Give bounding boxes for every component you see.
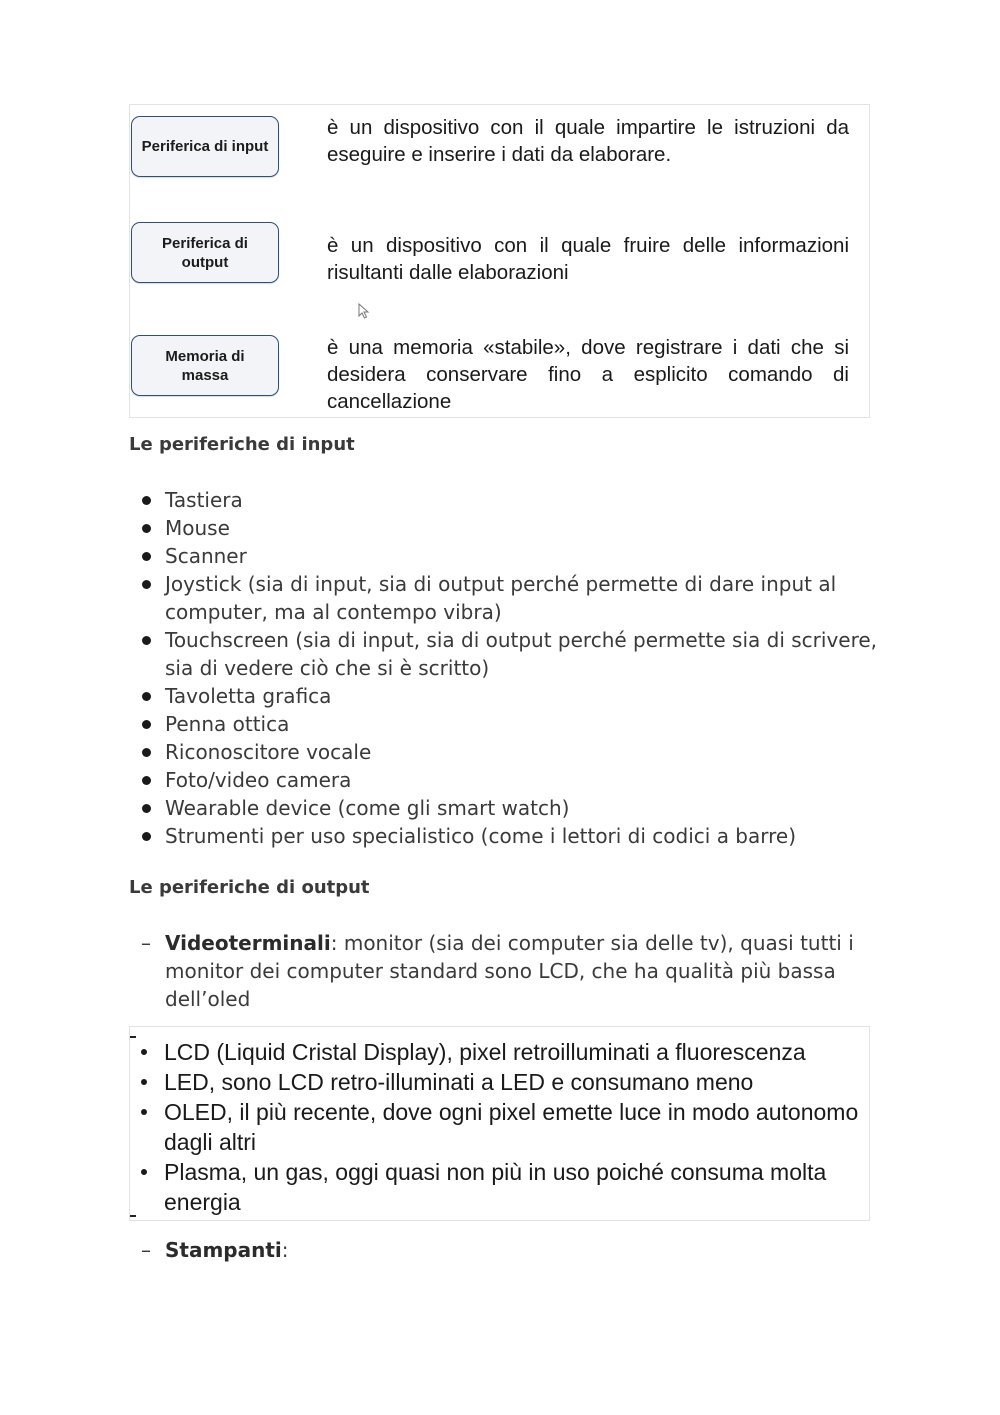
stampanti-term: Stampanti — [165, 1238, 282, 1262]
videoterminali-item — [141, 929, 865, 1013]
list-item: Tastiera — [165, 486, 885, 514]
list-item: Wearable device (come gli smart watch) — [165, 794, 885, 822]
list-item: Joystick (sia di input, sia di output perché permette di dare input al computer, ma al contempo vibra) — [165, 570, 885, 626]
dash-bullet: – — [141, 931, 151, 955]
list-item: Tavoletta grafica — [165, 682, 885, 710]
definition-label-box — [131, 116, 279, 177]
list-item: Scanner — [165, 542, 885, 570]
list-item: Plasma, un gas, oggi quasi non più in uso poiché consuma molta energia — [164, 1157, 869, 1217]
stampanti-text: : — [281, 1238, 289, 1262]
dash-bullet: – — [141, 1238, 151, 1262]
definition-text: è un dispositivo con il quale fruire delle informazioni risultanti dalle elaborazioni — [327, 234, 849, 284]
list-item: Riconoscitore vocale — [165, 738, 885, 766]
list-item: LED, sono LCD retro-illuminati a LED e consumano meno — [164, 1067, 869, 1097]
definition-label-box — [131, 335, 279, 396]
videoterminali-text: : monitor (sia dei computer sia delle tv), quasi tutti i monitor dei computer standard sono LCD, che ha qualità più bassa dell’oled — [165, 931, 854, 1011]
list-item: Mouse — [165, 514, 885, 542]
corner-mark — [130, 1215, 136, 1217]
list-item: Foto/video camera — [165, 766, 885, 794]
definition-text: è una memoria «stabile», dove registrare i dati che si desidera conservare fino a esplicito comando di cancellazione — [327, 336, 849, 413]
definition-label: Memoria di massa — [165, 347, 245, 384]
output-section-heading: Le periferiche di output — [129, 877, 370, 898]
list-item: Strumenti per uso specialistico (come i lettori di codici a barre) — [165, 822, 885, 850]
list-item: LCD (Liquid Cristal Display), pixel retroilluminati a fluorescenza — [164, 1037, 869, 1067]
input-section-heading: Le periferiche di input — [129, 434, 355, 455]
definition-label: Periferica di output — [162, 234, 248, 271]
list-item: OLED, il più recente, dove ogni pixel emette luce in modo autonomo dagli altri — [164, 1097, 869, 1157]
definition-label-box — [131, 222, 279, 283]
videoterminali-term: Videoterminali — [165, 931, 331, 955]
input-devices-list — [165, 486, 885, 850]
corner-mark — [130, 1036, 136, 1038]
definition-label: Periferica di input — [141, 138, 269, 155]
display-types-image — [129, 1026, 870, 1221]
list-item: Touchscreen (sia di input, sia di output perché permette sia di scrivere, sia di vedere ciò che si è scritto) — [165, 626, 885, 682]
list-item: Penna ottica — [165, 710, 885, 738]
stampanti-item — [141, 1236, 865, 1264]
mouse-cursor-icon — [358, 303, 370, 319]
definition-text: è un dispositivo con il quale impartire le istruzioni da eseguire e inserire i dati da elaborare. — [327, 116, 849, 166]
display-types-list — [164, 1037, 869, 1217]
definitions-image — [129, 104, 870, 418]
